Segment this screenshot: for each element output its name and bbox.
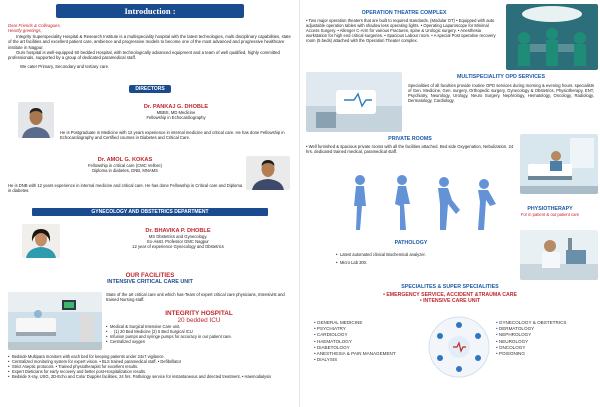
facility-feature-item: • Centralized monitoring system for expert vision. • BLS trained paramedical staff. • Defibrillator: [8, 359, 294, 364]
facility-feature-item: • Expert Dieticians for early recovery and better post-Hospitalization results.: [8, 369, 294, 374]
gyn-heading-wrap: [8, 208, 292, 216]
icu-hospital-block: [106, 310, 292, 324]
opd-section: [408, 74, 594, 103]
director-2-diploma: Diploma in diabetes, DNB, MNAMS: [92, 168, 158, 174]
director-1-photo: [18, 102, 54, 138]
specialties-icu: • INTENSIVE CARE UNIT: [419, 298, 481, 304]
icu-feature-item: • Medical & Surgical Intensive Care unit.: [106, 324, 292, 329]
specialty-item: • NEPHROLOGY: [496, 332, 596, 338]
icu-feature-item: • Infusion pumps and syringe pumps for accuracy in our patient care.: [106, 334, 292, 339]
director-2-photo: [246, 156, 290, 190]
gyn-doctor-name: Dr. BHAVIKA P. DHOBLE: [145, 228, 211, 234]
physio-heading: PHYSIOTHERAPY: [527, 206, 573, 212]
icu-bed-count: 20 bedded ICU: [177, 317, 221, 324]
specialty-item: • GENERAL MEDICINE: [314, 320, 424, 326]
gyn-doctor-past-role: Ex-Asstt. Professor GMC Nagpur: [147, 239, 209, 245]
icu-feature-item: • Centralized oxygen: [106, 339, 292, 344]
facility-feature-list: [8, 354, 294, 379]
facility-feature-item: • Bedside Multipara monitors with each bed for keeping patients under 24x7 vigilance.: [8, 354, 294, 359]
pathology-item: • Latest automated clinical Biochemical analyzer.: [336, 252, 516, 257]
pathology-item: • Micro Lab 300.: [336, 260, 516, 265]
gyn-doctor-photo: [22, 224, 60, 258]
icu-photo: [8, 292, 102, 350]
intro-paragraph-3: We cater Primary, Secondary and tertiary care.: [20, 63, 110, 69]
pathology-list: [336, 252, 516, 265]
specialty-item: • ONCOLOGY: [496, 345, 596, 351]
specialties-header: [306, 284, 594, 304]
specialty-item: • HAEMATOLOGY: [314, 339, 424, 345]
pathology-section: [306, 240, 516, 265]
specialties-emergency: • EMERGENCY SERVICE, ACCIDENT &TRAUMA CARE: [383, 292, 517, 298]
facilities-heading: OUR FACILITIES: [125, 272, 175, 279]
director-2-bio: He is DNB with 12 years experience in internal medicine and critical care. He has done Fellowship in Critical care and Diploma in diabetes.: [8, 183, 243, 194]
rooms-section: [306, 136, 514, 154]
intro-section: [8, 23, 292, 69]
specialties-left-list: [314, 320, 424, 363]
gyn-heading: GYNECOLOGY AND OBSTETRICS DEPARTMENT: [32, 208, 268, 216]
director-1-name: Dr. PANKAJ G. DHOBLE: [143, 104, 209, 110]
specialty-item: • CARDIOLOGY: [314, 332, 424, 338]
icu-feature-list: [106, 324, 292, 344]
rooms-heading: PRIVATE ROOMS: [388, 136, 432, 142]
ot-description: • Two major operation theaters that are built to required standards. (Modular OT) • Equipped with auto adjustable operation tables with shadow less operating lights. • Operating Laparoscope for Minimal Access Surgery. • Allenger C-Arm for various Fractures, spine & Urologic surgery. • Anesthesia workstation for high end critical surgeries. • Spacious Labour room. • A special Post operative recovery room (5 beds) attached with the Operation Theater complex.: [306, 18, 496, 44]
right-column: [300, 0, 600, 407]
ot-section: [306, 10, 502, 43]
specialties-circle-graphic: [428, 316, 490, 378]
icu-description: State of the art critical care unit which has-Team of expert critical care physicians, Intensivist and trained Nursing staff.: [106, 292, 285, 303]
specialty-item: • DIABETOLOGY: [314, 345, 424, 351]
ot-photo: [506, 4, 598, 70]
opd-heading: MULTISPECIALITY OPD SERVICES: [456, 74, 545, 80]
pathology-photo: [520, 230, 598, 280]
specialty-item: • GYNECOLOGY & OBSTETRICS: [496, 320, 596, 326]
specialties-right-list: [496, 320, 596, 357]
directors-heading-wrap: [8, 77, 292, 95]
physio-description: For in patient & out patient care: [520, 212, 580, 217]
specialty-item: • DERMATOLOGY: [496, 326, 596, 332]
director-2-name: Dr. AMOL G. KOKAS: [97, 157, 153, 163]
pathology-heading: PATHOLOGY: [394, 240, 428, 246]
specialty-item: • DIALYSIS: [314, 357, 424, 363]
physio-figures: [340, 170, 500, 236]
icu-feature-item: • (1) 20 Bed Medicine (2) 5 Bed Surgical ICU: [106, 329, 292, 334]
director-1-degree: MBBS, MD Medicine: [156, 110, 196, 115]
specialty-item: • PSYCHIATRY: [314, 326, 424, 332]
director-2-info: [10, 157, 240, 173]
icu-heading: INTENSIVE CRITICAL CARE UNIT: [107, 279, 193, 285]
physio-section: [504, 206, 596, 217]
intro-paragraph-1: Integrity Superspeciality Hospital & Research Institute is a multispeciality hospital with the latest technologies, multi disciplinary capabilities, state of the art facilities and excellent patient care, ambience and progressive models to become one of the most advanced and progressive healthcare institute in Nagpur.: [8, 33, 291, 50]
intro-banner: Introduction :: [56, 4, 244, 18]
facility-feature-item: • Strict Aseptic protocols. • Trained physiotherapist for excellent results.: [8, 364, 294, 369]
gyn-doctor-info: [66, 228, 290, 249]
directors-heading: DIRECTORS: [129, 85, 170, 93]
director-1-info: [60, 104, 292, 120]
greeting-line-2: Heartly greetings,: [8, 28, 42, 34]
greeting-line-1: Dear Friends & Colleagues,: [8, 23, 61, 28]
gyn-doctor-experience: 12 year of experience Gynecology and Obstetrics: [132, 244, 224, 250]
rooms-description: • Well furnished & spacious private rooms with all the facilities attached. Bed side Oxygenation, Nebulization. 24 hrs. dedicated trained medical, paramedical staff.: [306, 144, 514, 155]
opd-photo: [306, 72, 402, 132]
director-1-fellowship: Fellowship in Echocardiography: [146, 115, 206, 121]
specialty-item: • ANESTHESIA & PAIN MANAGEMENT: [314, 351, 424, 357]
director-2-fellowship: Fellowship in critical care (CMC Vellore): [88, 163, 162, 168]
intro-paragraph-2: Ours hospital is well-equipped 50 bedded Hospital, with technologically advanced equipment and a team of well qualified, highly committed professionals, supported by a group of dedicated paramedical staff.: [8, 50, 280, 61]
opd-description: Specialities of all faculties provide routine OPD services during morning & evening hours. specialists of Gen. Medicine, Gen. surgery, Orthopedic surgery, Gynecology & Obstetrics, Physiotherapy, ENT, Psychiatry, Neurology, Urology, Neuro Surgery, Nephrology, Hematology, Oncology, Radiology, Dermatology, Cardiology.: [408, 83, 594, 104]
specialty-item: • POISONING: [496, 351, 596, 357]
specialty-item: • NEUROLOGY: [496, 339, 596, 345]
ot-heading: OPERATION THEATRE COMPLEX: [361, 10, 447, 16]
icu-hospital-name: INTEGRITY HOSPITAL: [165, 310, 233, 317]
specialties-heading: SPECIALITES & SUPER SPECIALITIES: [401, 284, 499, 290]
facility-feature-item: • Bedside X-ray, USG, 2D-Echo and Color Doppler facilities, 24 hrs. Pathology service for instantaneous and directed treatment. • Haemodialysis: [8, 374, 294, 379]
facilities-section: [8, 272, 292, 285]
director-1-bio: He is Postgraduate in Medicine with 12 years experience in internal medicine and critical care. He has done Fellowship in Echocardiography and Certified courses in Diabetes and Critical Care.: [60, 130, 285, 141]
rooms-photo: [520, 134, 598, 194]
gyn-doctor-degree: MS Obstetrics and Gynecology.: [148, 234, 208, 239]
